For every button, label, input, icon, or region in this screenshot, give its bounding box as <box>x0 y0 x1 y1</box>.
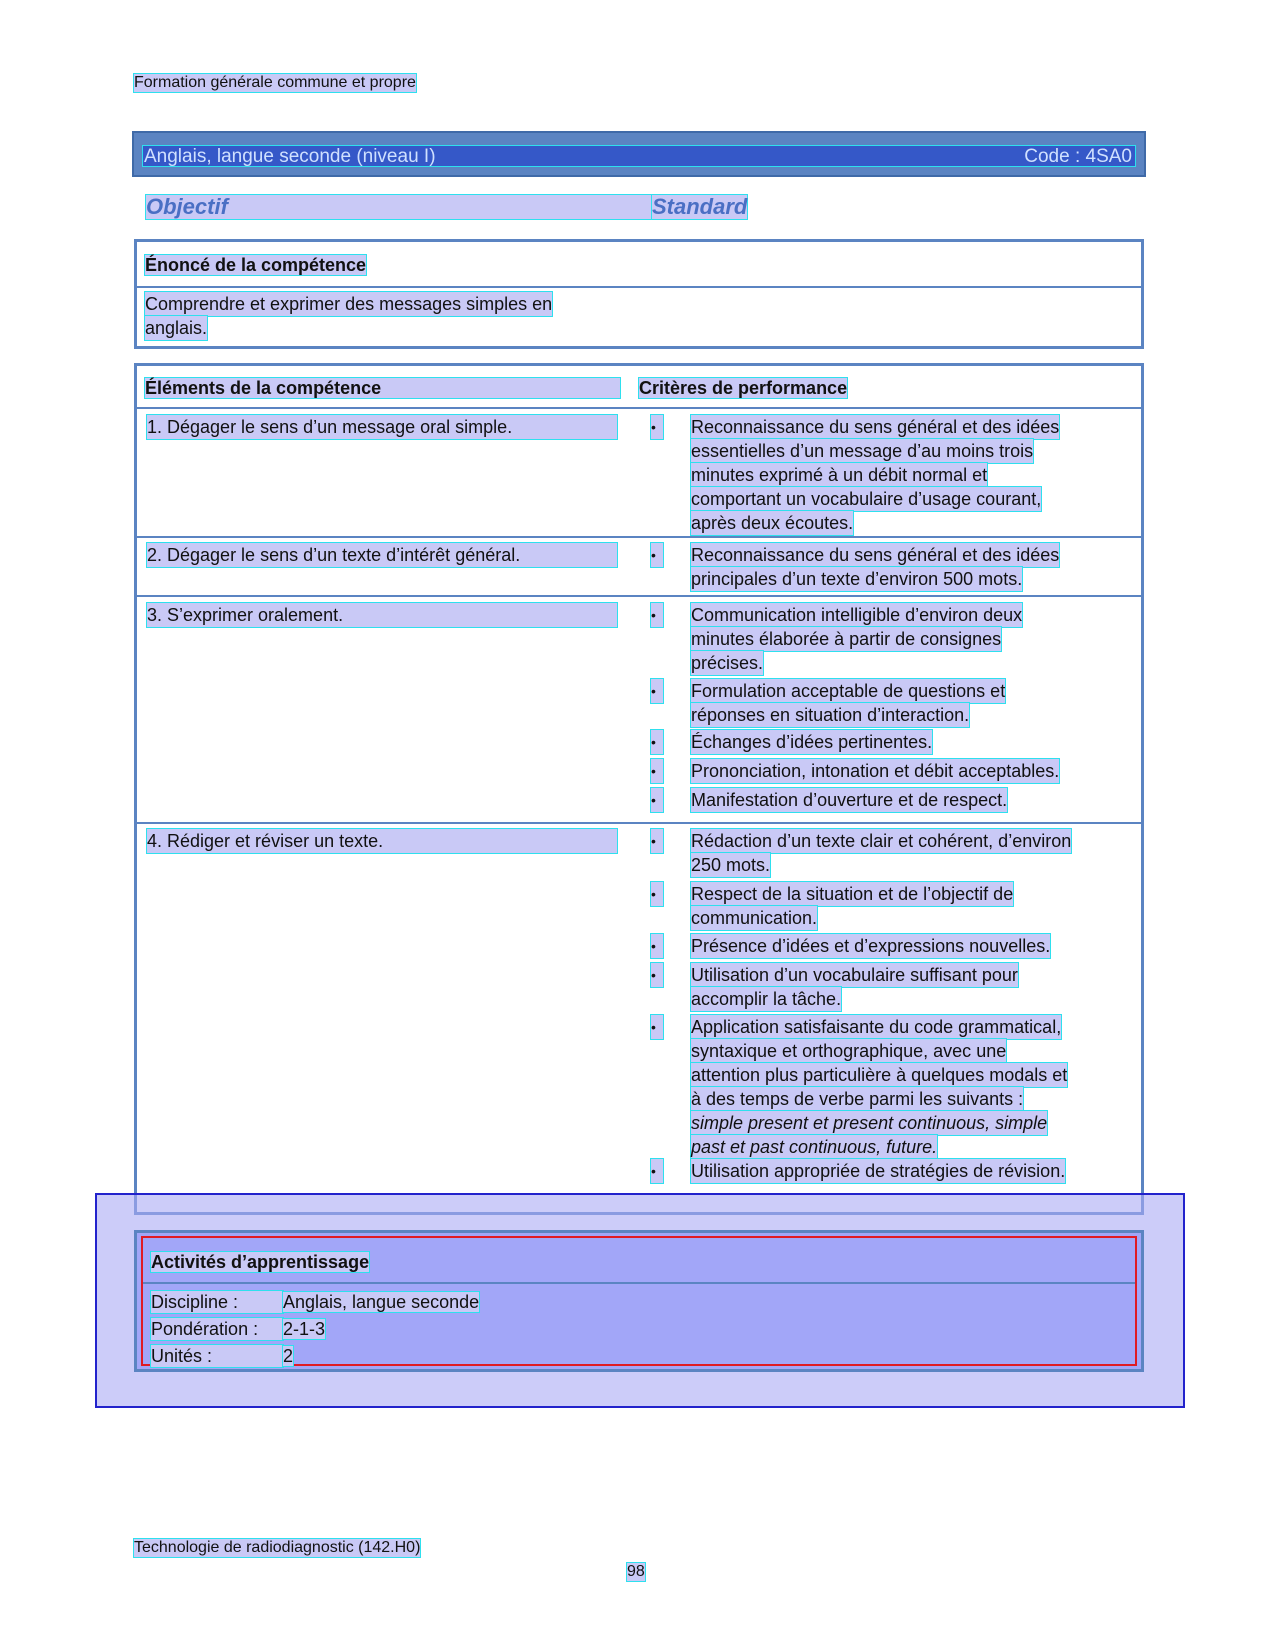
ponderation-label: Pondération : <box>151 1318 283 1340</box>
criterion-4-6: Utilisation appropriée de stratégies de révision. <box>691 1161 1066 1181</box>
bullet-icon: • <box>651 1159 663 1183</box>
criterion-4-4: Utilisation d’un vocabulaire suffisant pour accomplir la tâche. <box>691 965 1018 1009</box>
bullet-icon: • <box>651 963 663 987</box>
bullet-icon: • <box>651 415 663 439</box>
criteres-heading: Critères de performance <box>639 378 848 398</box>
criterion-2-1: Reconnaissance du sens général et des idées principales d’un texte d’environ 500 mots. <box>691 545 1060 589</box>
criterion-4-5: Application satisfaisante du code grammatical, syntaxique et orthographique, avec une attention plus particulière à quelques modals et à des temps de verbe parmi les suivants : simple present et present continuous, simple past et past continuous, future. <box>691 1017 1068 1157</box>
element-2: 2. Dégager le sens d’un texte d’intérêt général. <box>147 543 617 567</box>
course-code: Code : 4SA0 <box>1024 146 1132 167</box>
bullet-icon: • <box>651 679 663 703</box>
bullet-icon: • <box>651 543 663 567</box>
bullet-icon: • <box>651 759 663 783</box>
criterion-3-3: Échanges d’idées pertinentes. <box>691 732 933 752</box>
bullet-icon: • <box>651 788 663 812</box>
discipline-value: Anglais, langue seconde <box>283 1292 480 1312</box>
criterion-3-4: Prononciation, intonation et débit acceptables. <box>691 761 1060 781</box>
course-title-bar <box>134 133 1144 175</box>
bullet-icon: • <box>651 603 663 627</box>
criterion-4-2: Respect de la situation et de l’objectif de communication. <box>691 884 1014 928</box>
enonce-heading: Énoncé de la compétence <box>145 255 367 275</box>
element-4: 4. Rédiger et réviser un texte. <box>147 829 617 853</box>
enonce-text-line-2: anglais. <box>145 318 208 338</box>
page-header-program: Formation générale commune et propre <box>134 74 416 91</box>
criterion-4-3: Présence d’idées et d’expressions nouvelles. <box>691 936 1051 956</box>
enonce-text-line-1: Comprendre et exprimer des messages simples en <box>145 294 553 314</box>
criterion-3-2: Formulation acceptable de questions et réponses en situation d’interaction. <box>691 681 1006 725</box>
bullet-icon: • <box>651 829 663 853</box>
criterion-3-5: Manifestation d’ouverture et de respect. <box>691 790 1008 810</box>
bullet-icon: • <box>651 730 663 754</box>
discipline-label: Discipline : <box>151 1291 283 1313</box>
elements-heading: Éléments de la compétence <box>145 378 620 398</box>
ponderation-value: 2-1-3 <box>283 1319 326 1339</box>
standard-heading: Standard <box>652 194 748 219</box>
element-3: 3. S’exprimer oralement. <box>147 603 617 627</box>
elements-table <box>134 363 1144 1215</box>
footer-program: Technologie de radiodiagnostic (142.H0) <box>134 1539 421 1556</box>
criterion-3-1: Communication intelligible d’environ deux minutes élaborée à partir de consignes précises. <box>691 605 1023 673</box>
discipline-row <box>151 1291 479 1313</box>
page-number: 98 <box>627 1563 645 1580</box>
course-title: Anglais, langue seconde (niveau I) <box>144 146 436 167</box>
bullet-icon: • <box>651 934 663 958</box>
element-1: 1. Dégager le sens d’un message oral simple. <box>147 415 617 439</box>
objectif-heading: Objectif <box>146 195 660 219</box>
bullet-icon: • <box>651 882 663 906</box>
ponderation-row <box>151 1318 325 1340</box>
criterion-4-1: Rédaction d’un texte clair et cohérent, d’environ 250 mots. <box>691 831 1072 875</box>
unites-value: 2 <box>283 1346 294 1366</box>
criterion-1-1: Reconnaissance du sens général et des idées essentielles d’un message d’au moins trois minutes exprimé à un débit normal et comportant un vocabulaire d’usage courant, après deux écoutes. <box>691 417 1060 533</box>
enonce-section <box>134 239 1144 349</box>
activites-heading: Activités d’apprentissage <box>151 1252 370 1272</box>
unites-label: Unités : <box>151 1345 283 1367</box>
unites-row <box>151 1345 293 1367</box>
activites-section <box>134 1230 1144 1372</box>
bullet-icon: • <box>651 1015 663 1039</box>
